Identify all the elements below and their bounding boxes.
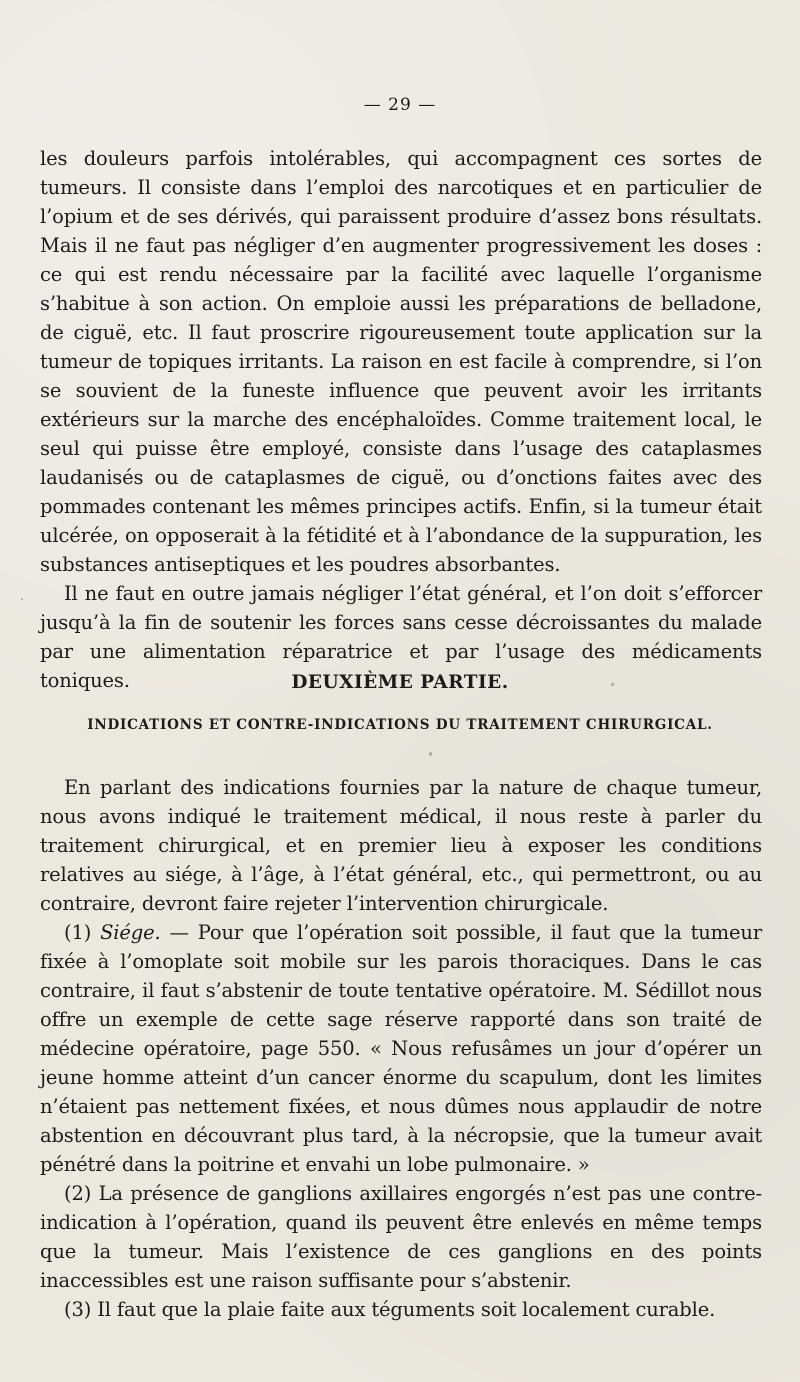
paper-speck [429, 752, 432, 756]
item-label: Siége. [100, 921, 161, 944]
section-title: DEUXIÈME PARTIE. [291, 672, 509, 693]
page-number: — 29 — [363, 95, 437, 115]
section-subtitle: INDICATIONS ET CONTRE-INDICATIONS DU TRAITEMENT CHIRURGICAL. [87, 717, 713, 733]
item-marker: (2) [64, 1182, 92, 1205]
intro-paragraph-2: Il ne faut en outre jamais négliger l’état général, et l’on doit s’efforcer jusqu’à la fin de soutenir les forces sans cesse décroissantes du malade par une alimentation réparatrice et par l’usage des médicaments toniques. [40, 582, 762, 692]
item-siege [40, 918, 762, 1179]
paper-speck [21, 598, 23, 600]
item-text: La présence de ganglions axillaires engorgés n’est pas une contre-indication à l’opération, quand ils peuvent être enlevés en même temps que la tumeur. Mais l’existence de ces ganglions en des points inaccessibles est une raison suffisante pour s’abstenir. [40, 1182, 762, 1292]
paper-speck [611, 683, 614, 686]
intro-text [40, 144, 762, 695]
item-marker: (1) [64, 921, 92, 944]
section-text [40, 773, 762, 1324]
item-ganglions [40, 1179, 762, 1295]
item-text: — Pour que l’opération soit possible, il faut que la tumeur fixée à l’omoplate soit mobile sur les parois thoraciques. Dans le cas contraire, il faut s’abstenir de toute tentative opératoire. M. Sédillot nous offre un exemple de cette sage réserve rapporté dans son traité de médecine opératoire, page 550. « Nous refusâmes un jour d’opérer un jeune homme atteint d’un cancer énorme du scapulum, dont les limites n’étaient pas nettement fixées, et nous dûmes nous applaudir de notre abstention en découvrant plus tard, à la nécropsie, que la tumeur avait pénétré dans la poitrine et envahi un lobe pulmonaire. » [40, 921, 762, 1176]
item-text: Il faut que la plaie faite aux téguments soit localement curable. [97, 1298, 716, 1321]
section-intro-paragraph: En parlant des indications fournies par la nature de chaque tumeur, nous avons indiqué le traitement médical, il nous reste à parler du traitement chirurgical, et en premier lieu à exposer les conditions relatives au siége, à l’âge, à l’état général, etc., qui permettront, ou au contraire, devront faire rejeter l’intervention chirurgicale. [40, 776, 762, 915]
intro-paragraph-1: les douleurs parfois intolérables, qui accompagnent ces sortes de tumeurs. Il consiste dans l’emploi des narcotiques et en particulier de l’opium et de ses dérivés, qui paraissent produire d’assez bons résultats. Mais il ne faut pas négliger d’en augmenter progressivement les doses : ce qui est rendu nécessaire par la facilité avec laquelle l’organisme s’habitue à son action. On emploie aussi les préparations de belladone, de ciguë, etc. Il faut proscrire rigoureusement toute application sur la tumeur de topiques irritants. La raison en est facile à comprendre, si l’on se souvient de la funeste influence que peuvent avoir les irritants extérieurs sur la marche des encéphaloïdes. Comme traitement local, le seul qui puisse être employé, consiste dans l’usage des cataplasmes laudanisés ou de cataplasmes de ciguë, ou d’onctions faites avec des pommades contenant les mêmes principes actifs. Enfin, si la tumeur était ulcérée, on opposerait à la fétidité et à l’abondance de la suppuration, les substances antiseptiques et les poudres absorbantes. [40, 147, 762, 576]
item-marker: (3) [64, 1298, 92, 1321]
item-plaie [40, 1295, 762, 1324]
